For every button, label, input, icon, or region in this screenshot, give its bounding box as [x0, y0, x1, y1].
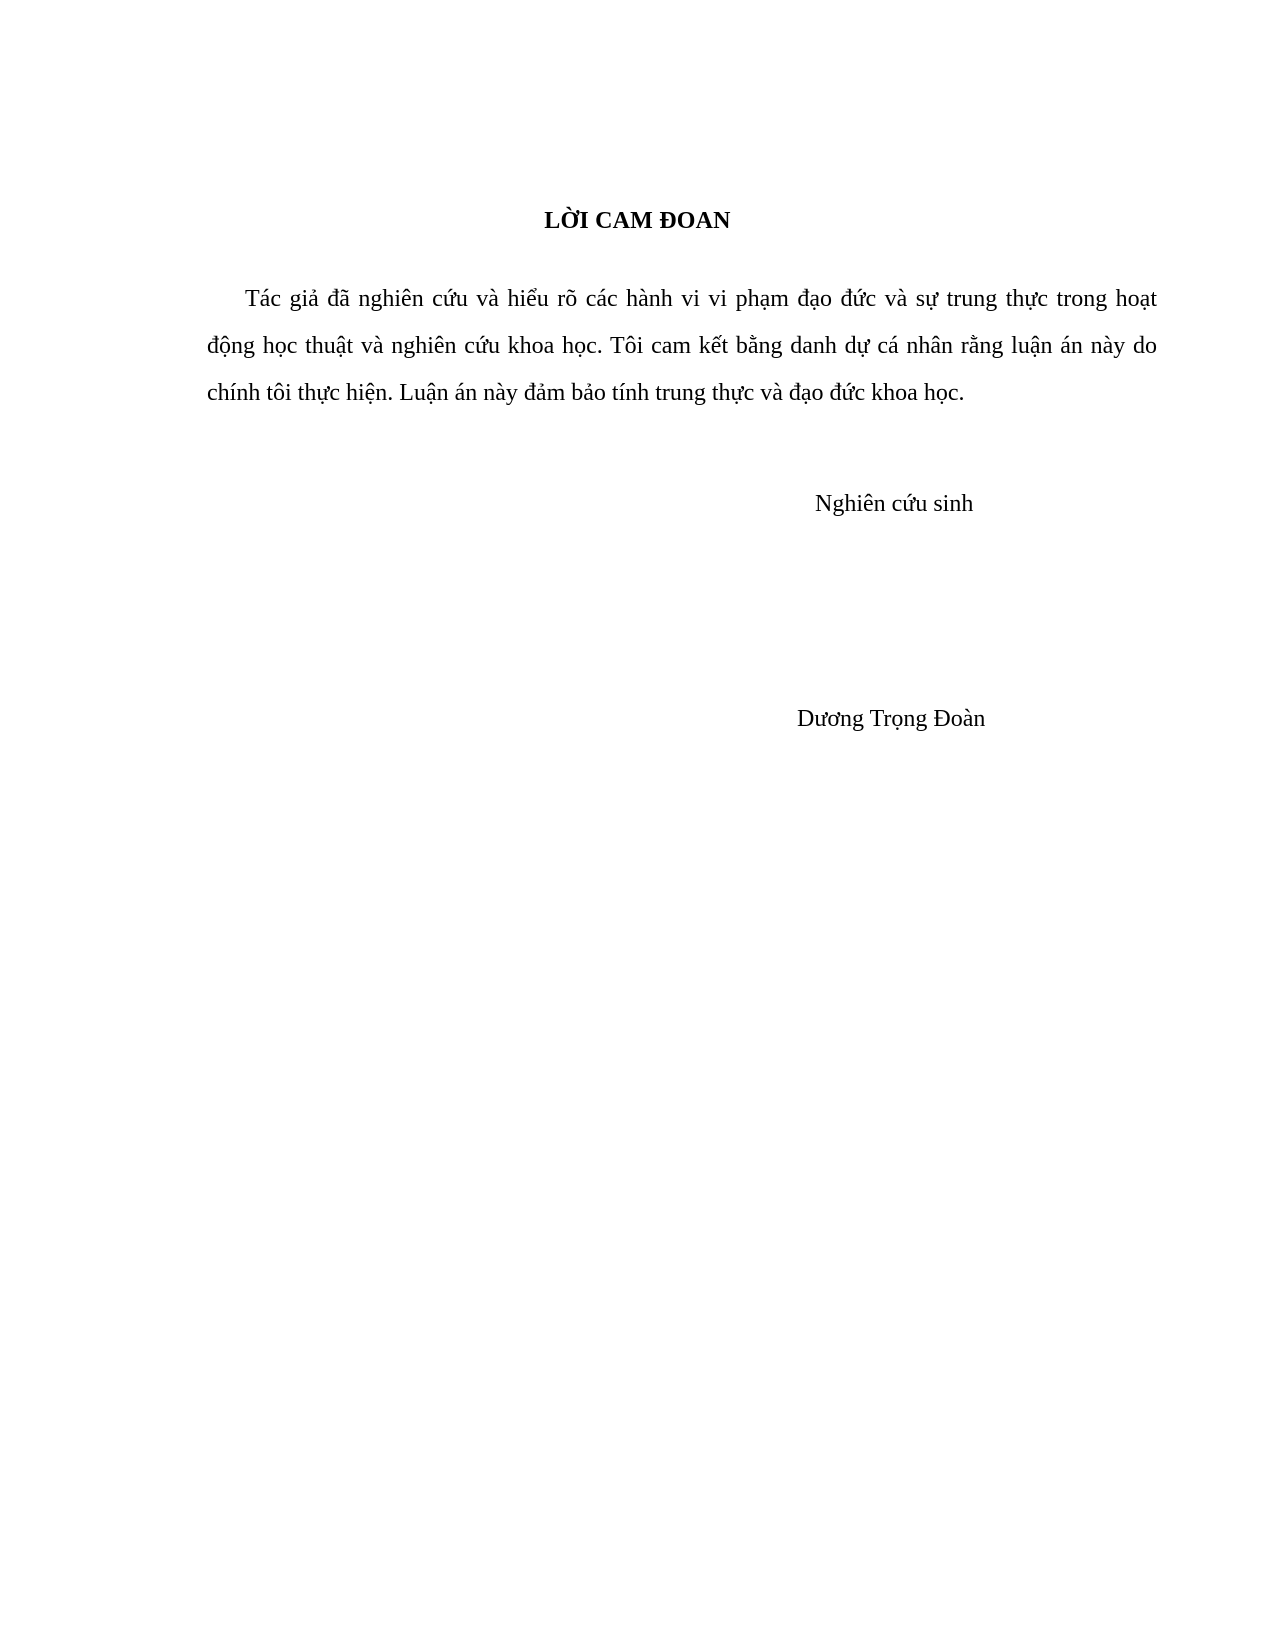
declaration-paragraph: Tác giả đã nghiên cứu và hiểu rõ các hành vi vi phạm đạo đức và sự trung thực trong hoạt động học thuật và nghiên cứu khoa học. Tôi cam kết bằng danh dự cá nhân rằng luận án này do chính tôi thực hiện. Luận án này đảm bảo tính trung thực và đạo đức khoa học. [207, 286, 1157, 406]
signature-role: Nghiên cứu sinh [815, 491, 974, 517]
page-title: LỜI CAM ĐOAN [544, 208, 731, 234]
signature-name: Dương Trọng Đoàn [797, 706, 986, 732]
